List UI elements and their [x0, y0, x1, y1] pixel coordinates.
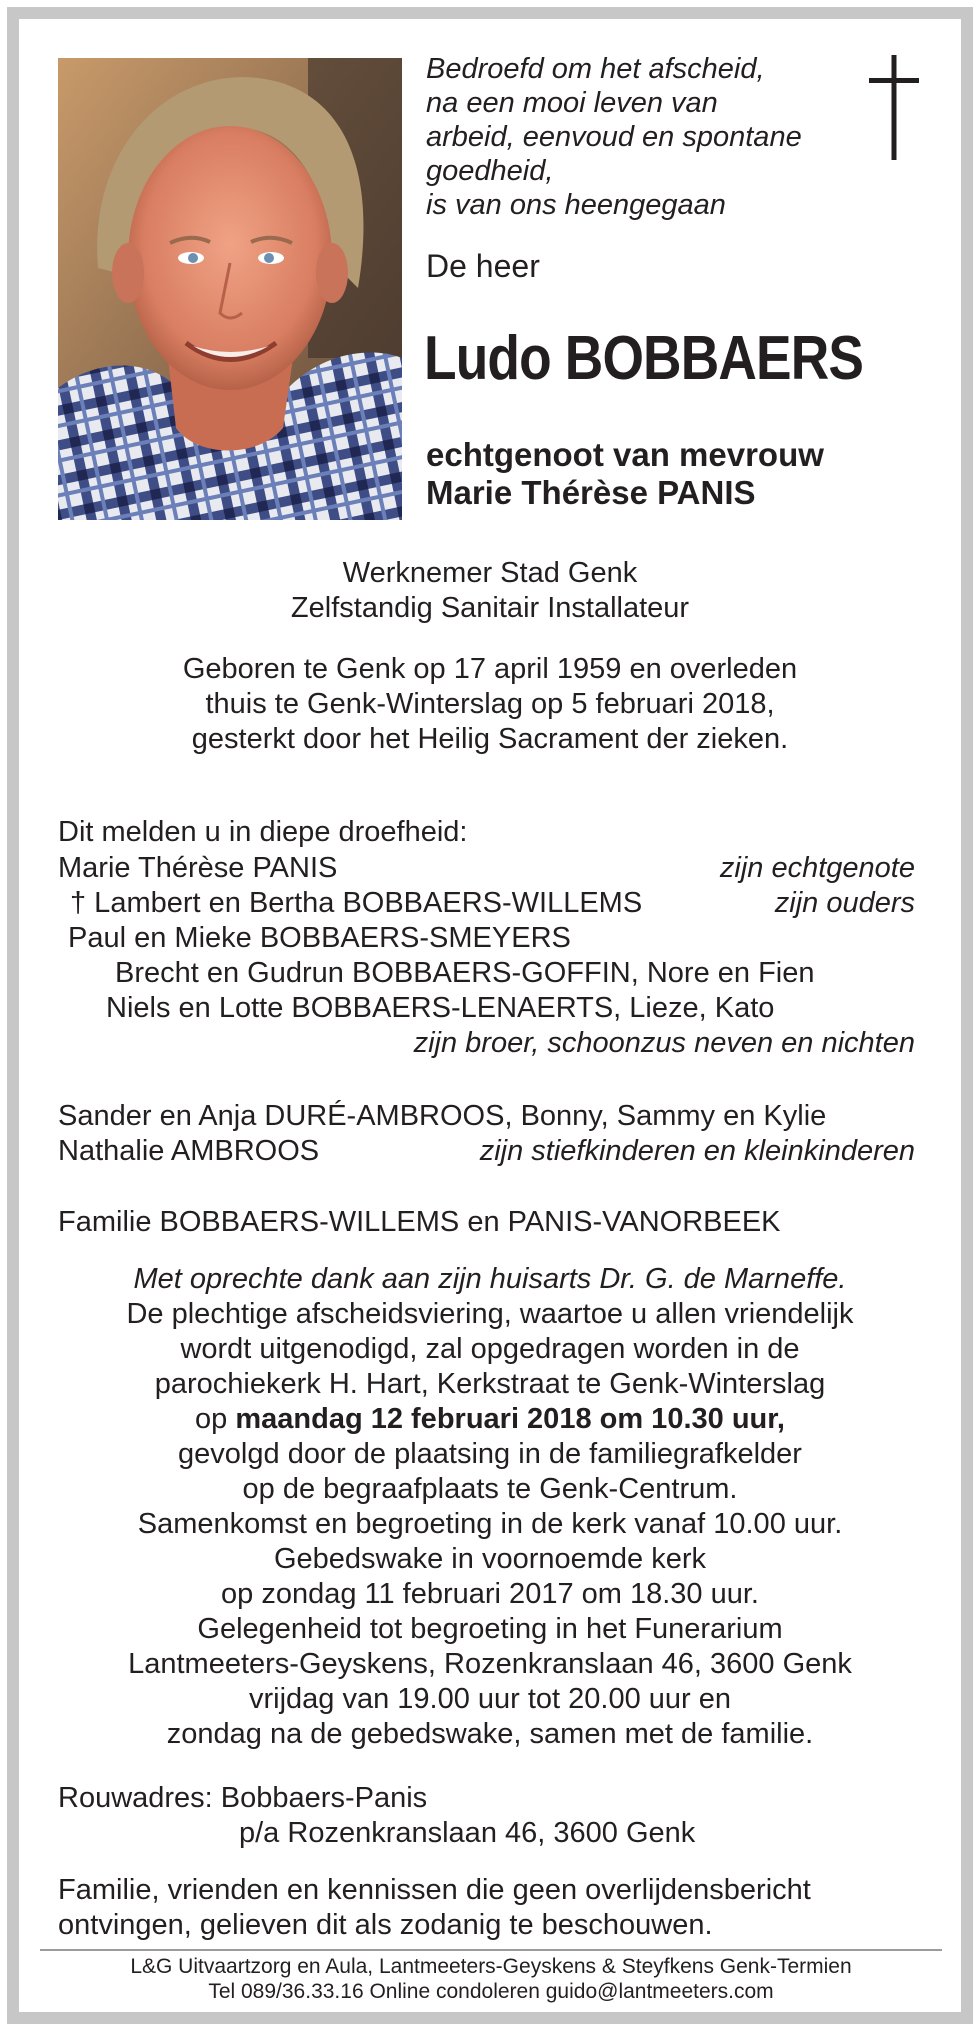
- mourner-role: zijn ouders: [774, 887, 915, 919]
- deceased-name: Ludo BOBBAERS: [424, 324, 864, 393]
- footer-divider: [40, 1949, 942, 1951]
- step-role: zijn stiefkinderen en kleinkinderen: [479, 1135, 915, 1167]
- service-line: vrijdag van 19.00 uur tot 20.00 uur en: [248, 1683, 732, 1715]
- occupation-line: Werknemer Stad Genk: [342, 557, 638, 589]
- intro-line: na een mooi leven van: [426, 87, 718, 119]
- birth-death-line: thuis te Genk-Winterslag op 5 februari 2018,: [205, 688, 775, 720]
- service-line: Gebedswake in voornoemde kerk: [273, 1543, 706, 1575]
- service-op: op: [195, 1403, 236, 1435]
- portrait-photo: [58, 58, 402, 520]
- service-line: zondag na de gebedswake, samen met de familie.: [166, 1718, 814, 1750]
- service-line: gevolgd door de plaatsing in de familiegrafkelder: [178, 1438, 802, 1470]
- service-line: De plechtige afscheidsviering, waartoe u allen vriendelijk: [126, 1298, 854, 1330]
- service-line: op de begraafplaats te Genk-Centrum.: [242, 1473, 738, 1505]
- announce-intro-text: Dit melden u in diepe droefheid:: [58, 816, 468, 848]
- service-date: maandag 12 februari 2018 om 10.30 uur,: [235, 1403, 785, 1435]
- sibling-name: Paul en Mieke BOBBAERS-SMEYERS: [68, 922, 571, 954]
- mourner-name: Marie Thérèse PANIS: [58, 852, 338, 884]
- mourner-name: † Lambert en Bertha BOBBAERS-WILLEMS: [70, 887, 643, 919]
- salutation: De heer: [426, 248, 540, 284]
- closing-text: ontvingen, gelieven dit als zodanig te beschouwen.: [58, 1909, 713, 1941]
- sibling-row: [58, 991, 922, 1026]
- service-line: Samenkomst en begroeting in de kerk vanaf 10.00 uur.: [137, 1508, 843, 1540]
- closing-row: [58, 1873, 922, 1908]
- birth-death-line: Geboren te Genk op 17 april 1959 en overleden: [182, 653, 798, 685]
- spouse-block: [426, 436, 824, 512]
- mourner-row: [58, 851, 922, 886]
- sibling-name: Niels en Lotte BOBBAERS-LENAERTS, Lieze, Kato: [106, 992, 775, 1024]
- closing-text: Familie, vrienden en kennissen die geen overlijdensbericht: [58, 1874, 811, 1906]
- spouse-line: echtgenoot van mevrouw: [426, 436, 824, 473]
- occupation-line: Zelfstandig Sanitair Installateur: [290, 592, 690, 624]
- step-row: [58, 1099, 922, 1134]
- sibling-role: zijn broer, schoonzus neven en nichten: [413, 1027, 915, 1059]
- sibling-role-row: [58, 1026, 922, 1061]
- intro-line: goedheid,: [426, 155, 554, 187]
- families-row: [58, 1205, 922, 1240]
- step-name: Sander en Anja DURÉ-AMBROOS, Bonny, Sammy en Kylie: [58, 1100, 827, 1132]
- address-line: p/a Rozenkranslaan 46, 3600 Genk: [239, 1817, 696, 1849]
- service-line: op zondag 11 februari 2017 om 18.30 uur.: [221, 1578, 759, 1610]
- closing-row: [58, 1908, 922, 1943]
- birth-death-line: gesterkt door het Heilig Sacrament der zieken.: [191, 723, 789, 755]
- sibling-row: [58, 956, 922, 991]
- families-text: Familie BOBBAERS-WILLEMS en PANIS-VANORBEEK: [58, 1206, 781, 1238]
- intro-text: [426, 52, 802, 222]
- intro-line: Bedroefd om het afscheid,: [426, 53, 765, 85]
- service-line: wordt uitgenodigd, zal opgedragen worden in de: [180, 1333, 800, 1365]
- service-line: Gelegenheid tot begroeting in het Funerarium: [197, 1613, 783, 1645]
- service-line: parochiekerk H. Hart, Kerkstraat te Genk-Winterslag: [154, 1368, 826, 1400]
- intro-line: arbeid, eenvoud en spontane: [426, 121, 802, 153]
- intro-line: is van ons heengegaan: [426, 189, 726, 221]
- cross-icon: [869, 55, 919, 160]
- mourner-row: [58, 886, 922, 921]
- step-name: Nathalie AMBROOS: [58, 1135, 320, 1167]
- announce-intro: [58, 815, 922, 850]
- footer-line: L&G Uitvaartzorg en Aula, Lantmeeters-Geyskens & Steyfkens Genk-Termien: [130, 1955, 852, 1978]
- sibling-name: Brecht en Gudrun BOBBAERS-GOFFIN, Nore en Fien: [115, 957, 815, 989]
- spouse-name: Marie Thérèse PANIS: [426, 474, 756, 511]
- sibling-row: [58, 921, 922, 956]
- footer-line: Tel 089/36.33.16 Online condoleren guido@lantmeeters.com: [208, 1980, 774, 2003]
- service-line: Lantmeeters-Geyskens, Rozenkranslaan 46, 3600 Genk: [128, 1648, 852, 1680]
- step-row: [58, 1134, 922, 1169]
- address-row: [58, 1816, 922, 1851]
- address-row: [58, 1781, 922, 1816]
- service-date-line: [58, 1402, 922, 1437]
- thanks-line: Met oprechte dank aan zijn huisarts Dr. G. de Marneffe.: [133, 1263, 847, 1295]
- address-label: Rouwadres: Bobbaers-Panis: [58, 1782, 428, 1814]
- mourner-role: zijn echtgenote: [719, 852, 915, 884]
